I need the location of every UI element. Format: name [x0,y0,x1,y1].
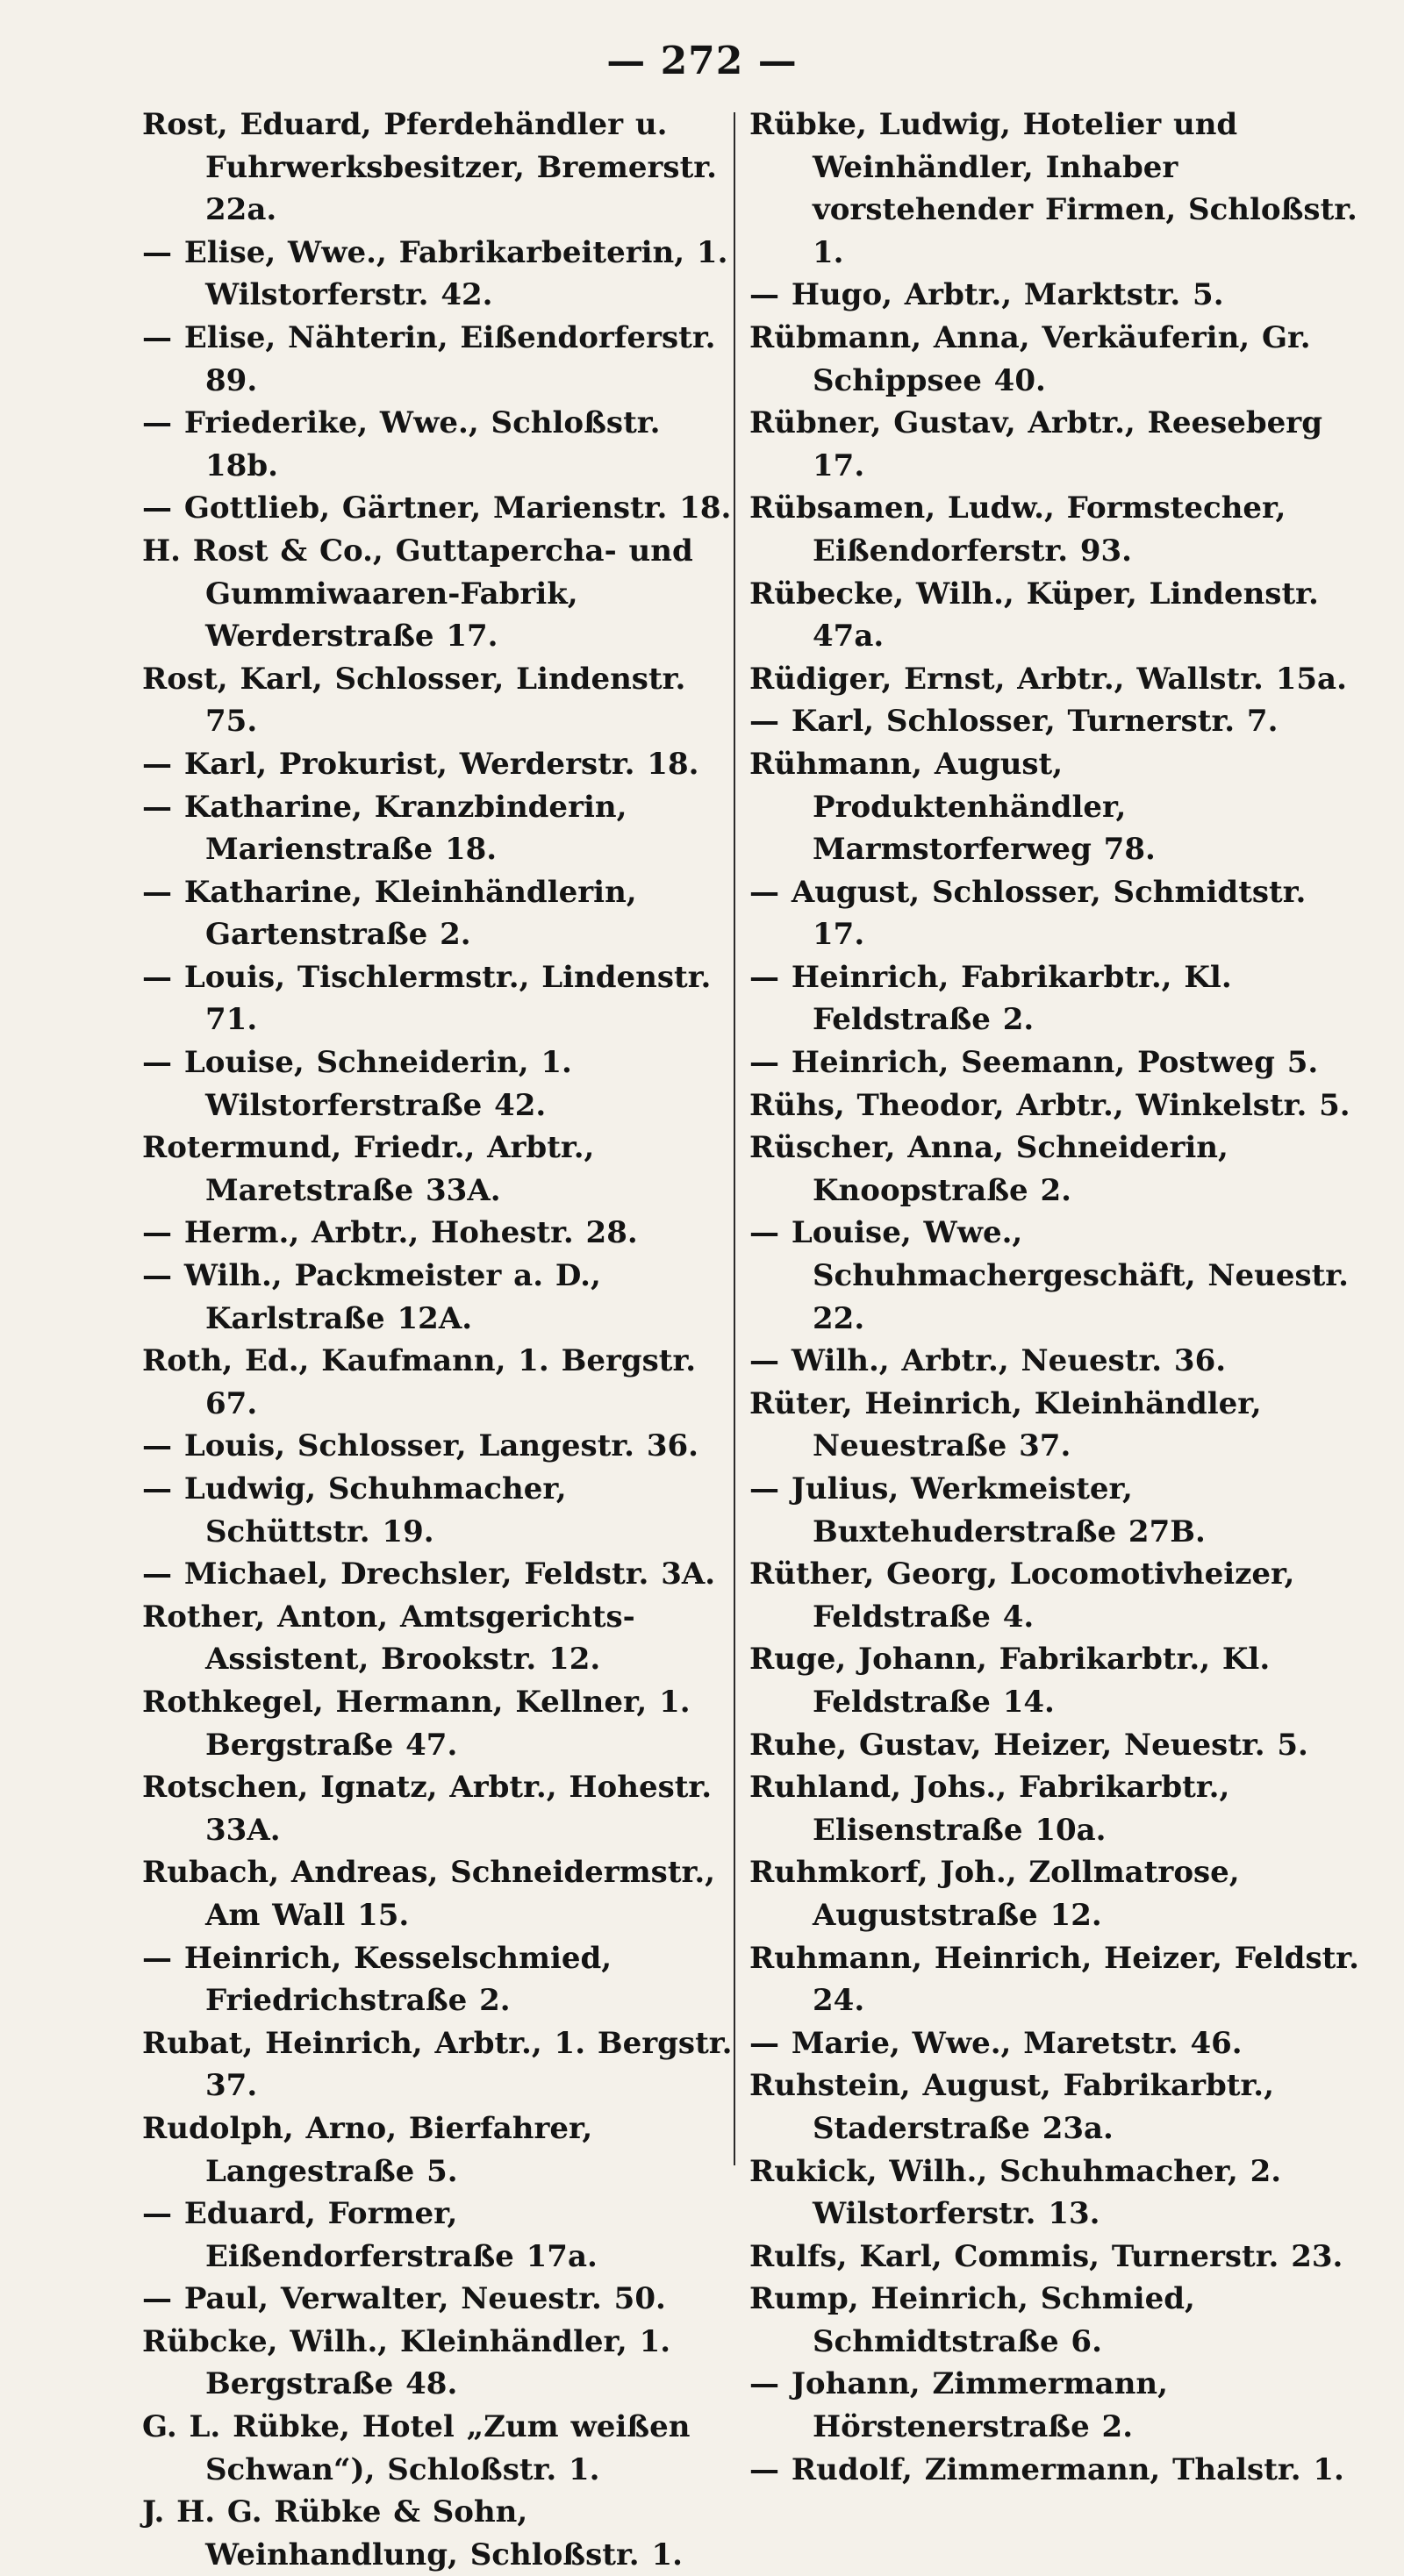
left-column [142,104,739,2576]
directory-entry: Ruhland, Johs., Fabrikarbtr., Elisenstraße 10a. [749,1770,1230,1848]
directory-entry: — Louise, Wwe., Schuhmachergeschäft, Neuestr. 22. [749,1215,1349,1336]
directory-entry: Ruhmann, Heinrich, Heizer, Feldstr. 24. [749,1940,1359,2019]
directory-entry: — Ludwig, Schuhmacher, Schüttstr. 19. [142,1471,567,1549]
directory-entry: Rotermund, Friedr., Arbtr., Maretstraße 33A. [142,1130,595,1208]
directory-entry: — Hugo, Arbtr., Marktstr. 5. [749,277,1224,313]
directory-entry: Rothkegel, Hermann, Kellner, 1. Bergstraße 47. [142,1684,691,1763]
directory-entry: — Herm., Arbtr., Hohestr. 28. [142,1215,638,1251]
directory-entry: J. H. G. Rübke & Sohn, Weinhandlung, Schloßstr. 1. [142,2494,683,2572]
directory-entry: Rühmann, August, Produktenhändler, Marmstorferweg 78. [749,746,1156,868]
directory-entry: — Elise, Nähterin, Eißendorferstr. 89. [142,319,716,398]
directory-entry: Ruhe, Gustav, Heizer, Neuestr. 5. [749,1727,1308,1763]
directory-entry: Roth, Ed., Kaufmann, 1. Bergstr. 67. [142,1343,697,1421]
directory-entry: Rübcke, Wilh., Kleinhändler, 1. Bergstraße 48. [142,2323,671,2402]
directory-entry: — Julius, Werkmeister, Buxtehuderstraße 27B. [749,1471,1206,1549]
directory-entry: — Eduard, Former, Eißendorferstraße 17a. [142,2196,598,2274]
directory-entry: — Rudolf, Zimmermann, Thalstr. 1. [749,2451,1344,2487]
directory-entry: Rubat, Heinrich, Arbtr., 1. Bergstr. 37. [142,2025,733,2104]
directory-entry: Rühs, Theodor, Arbtr., Winkelstr. 5. [749,1087,1350,1123]
column-divider [734,112,735,2165]
directory-entry: — Johann, Zimmermann, Hörstenerstraße 2. [749,2366,1168,2445]
directory-entry: Rüscher, Anna, Schneiderin, Knoopstraße 2. [749,1130,1228,1208]
right-column [749,104,1364,2491]
directory-entry: — Michael, Drechsler, Feldstr. 3A. [142,1556,716,1592]
directory-entry: Rukick, Wilh., Schuhmacher, 2. Wilstorferstr. 13. [749,2153,1282,2232]
directory-entry: Rüter, Heinrich, Kleinhändler, Neuestraße 37. [749,1385,1262,1464]
directory-entry: Rüther, Georg, Locomotivheizer, Feldstraße 4. [749,1556,1295,1635]
directory-entry: — Louis, Schlosser, Langestr. 36. [142,1428,698,1464]
directory-entry: Rübner, Gustav, Arbtr., Reeseberg 17. [749,405,1322,483]
directory-entry: Ruge, Johann, Fabrikarbtr., Kl. Feldstraße 14. [749,1642,1271,1720]
directory-entry: Rost, Karl, Schlosser, Lindenstr. 75. [142,661,686,740]
directory-entry: — Heinrich, Kesselschmied, Friedrichstraße 2. [142,1940,612,2019]
directory-entry: Rost, Eduard, Pferdehändler u. Fuhrwerksbesitzer, Bremerstr. 22a. [142,107,717,228]
directory-entry: Ruhmkorf, Joh., Zollmatrose, Auguststraße 12. [749,1855,1240,1933]
directory-entry: — Heinrich, Seemann, Postweg 5. [749,1045,1319,1081]
directory-entry: Rübsamen, Ludw., Formstecher, Eißendorferstr. 93. [749,490,1286,569]
page-number: — 272 — [606,39,798,83]
directory-entry: — Louis, Tischlermstr., Lindenstr. 71. [142,959,712,1038]
directory-entry: Rübmann, Anna, Verkäuferin, Gr. Schippsee 40. [749,319,1311,398]
directory-entry: — Wilh., Arbtr., Neuestr. 36. [749,1343,1227,1379]
directory-entry: — Gottlieb, Gärtner, Marienstr. 18. [142,490,732,526]
directory-entry: H. Rost & Co., Guttapercha- und Gummiwaaren-Fabrik, Werderstraße 17. [142,533,693,655]
directory-entry: Rübke, Ludwig, Hotelier und Weinhändler, Inhaber vorstehender Firmen, Schloßstr. 1. [749,107,1357,270]
directory-entry: — Katharine, Kranzbinderin, Marienstraße 18. [142,789,627,868]
directory-entry: — Karl, Schlosser, Turnerstr. 7. [749,704,1279,740]
directory-entry: — Heinrich, Fabrikarbtr., Kl. Feldstraße 2. [749,959,1232,1038]
directory-entry: — Wilh., Packmeister a. D., Karlstraße 12A. [142,1258,601,1336]
directory-entry: Rulfs, Karl, Commis, Turnerstr. 23. [749,2238,1343,2274]
directory-entry: — Marie, Wwe., Maretstr. 46. [749,2025,1243,2061]
directory-entry: Rüdiger, Ernst, Arbtr., Wallstr. 15a. [749,661,1347,697]
directory-entry: G. L. Rübke, Hotel „Zum weißen Schwan“), Schloßstr. 1. [142,2409,691,2487]
directory-entry: Rother, Anton, Amtsgerichts-Assistent, Brookstr. 12. [142,1599,635,1678]
directory-entry: — Karl, Prokurist, Werderstr. 18. [142,746,699,782]
directory-entry: — Paul, Verwalter, Neuestr. 50. [142,2281,666,2317]
directory-entry: — Katharine, Kleinhändlerin, Gartenstraße 2. [142,874,637,953]
directory-entry: Rump, Heinrich, Schmied, Schmidtstraße 6. [749,2281,1195,2359]
directory-entry: Rotschen, Ignatz, Arbtr., Hohestr. 33A. [142,1770,713,1848]
directory-entry: — Friederike, Wwe., Schloßstr. 18b. [142,405,661,483]
directory-entry: Ruhstein, August, Fabrikarbtr., Staderstraße 23a. [749,2068,1274,2146]
directory-entry: Rubach, Andreas, Schneidermstr., Am Wall 15. [142,1855,715,1933]
directory-entry: — August, Schlosser, Schmidtstr. 17. [749,874,1307,953]
directory-entry: — Louise, Schneiderin, 1. Wilstorferstraße 42. [142,1045,572,1123]
directory-entry: — Elise, Wwe., Fabrikarbeiterin, 1. Wilstorferstr. 42. [142,234,728,313]
directory-entry: Rübecke, Wilh., Küper, Lindenstr. 47a. [749,576,1319,655]
directory-entry: Rudolph, Arno, Bierfahrer, Langestraße 5. [142,2110,593,2189]
